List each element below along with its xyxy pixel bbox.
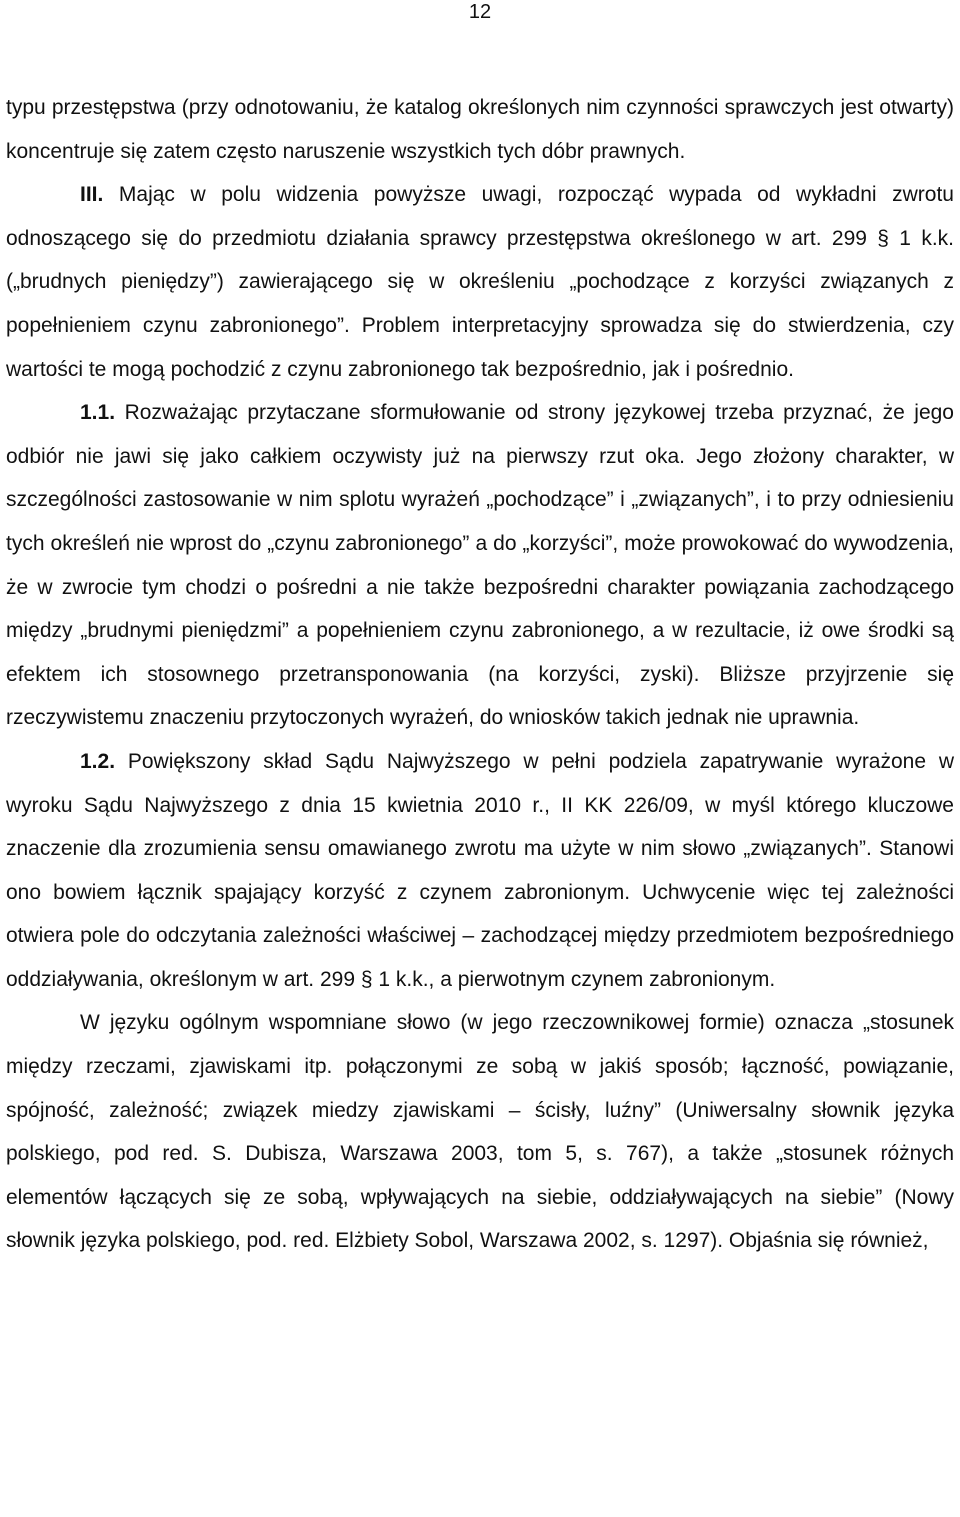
paragraph-general-language bbox=[6, 1001, 954, 1263]
paragraph-section-1-1 bbox=[6, 391, 954, 740]
paragraph-continuation bbox=[6, 86, 954, 173]
section-number: 1.1. bbox=[80, 401, 116, 425]
paragraph-text: Mając w polu widzenia powyższe uwagi, rozpocząć wypada od wykładni zwrotu odnoszącego się do przedmiotu działania sprawcy przestępstwa określonego w art. 299 § 1 k.k. („brudnych pieniędzy”) zawierającego się w określeniu „pochodzące z korzyści związanych z popełnieniem czynu zabronionego”. Problem interpretacyjny sprowadza się do stwierdzenia, czy wartości te mogą pochodzić z czynu zabronionego tak bezpośrednio, jak i pośrednio. bbox=[6, 183, 954, 381]
section-number: 1.2. bbox=[80, 749, 116, 773]
paragraph-text: W języku ogólnym wspomniane słowo (w jego rzeczownikowej formie) oznacza „stosunek między rzeczami, zjawiskami itp. połączonymi ze sobą w jakiś sposób; łączność, powiązanie, spójność, zależność; związek miedzy zjawiskami – ścisły, luźny” (Uniwersalny słownik języka polskiego, pod red. S. Dubisza, Warszawa 2003, tom 5, s. 767), a także „stosunek różnych elementów łączących się ze sobą, wpływających na siebie, oddziaływających na siebie” (Nowy słownik języka polskiego, pod. red. Elżbiety Sobol, Warszawa 2002, s. 1297). Objaśnia się również, bbox=[6, 1011, 954, 1253]
paragraph-text: Rozważając przytaczane sformułowanie od strony językowej trzeba przyznać, że jego odbiór nie jawi się jako całkiem oczywisty już na pierwszy rzut oka. Jego złożony charakter, w szczególności zastosowanie w nim splotu wyrażeń „pochodzące” i „związanych”, i to przy odniesieniu tych określeń nie wprost do „czynu zabronionego” a do „korzyści”, może prowokować do wywodzenia, że w zwrocie tym chodzi o pośredni a nie także bezpośredni charakter powiązania zachodzącego między „brudnymi pieniędzmi” a popełnieniem czynu zabronionego, a w rezultacie, iż owe środki są efektem ich stosownego przetransponowania (na korzyści, zyski). Bliższe przyjrzenie się rzeczywistemu znaczeniu przytoczonych wyrażeń, do wniosków takich jednak nie uprawnia. bbox=[6, 401, 954, 730]
section-number: III. bbox=[80, 183, 104, 207]
document-body bbox=[6, 86, 954, 1263]
paragraph-text: Powiększony skład Sądu Najwyższego w pełni podziela zapatrywanie wyrażone w wyroku Sądu Najwyższego z dnia 15 kwietnia 2010 r., II KK 226/09, w myśl którego kluczowe znaczenie dla zrozumienia sensu omawianego zwrotu ma użyte w nim słowo „związanych”. Stanowi ono bowiem łącznik spajający korzyść z czynem zabronionym. Uchwycenie więc tej zależności otwiera pole do odczytania zależności właściwej – zachodzącej między przedmiotem bezpośredniego oddziaływania, określonym w art. 299 § 1 k.k., a pierwotnym czynem zabronionym. bbox=[6, 749, 954, 991]
paragraph-text: typu przestępstwa (przy odnotowaniu, że katalog określonych nim czynności sprawczych jest otwarty) koncentruje się zatem często naruszenie wszystkich tych dóbr prawnych. bbox=[6, 96, 954, 163]
paragraph-section-1-2 bbox=[6, 740, 954, 1002]
paragraph-section-iii bbox=[6, 173, 954, 391]
page-number: 12 bbox=[468, 1, 492, 23]
